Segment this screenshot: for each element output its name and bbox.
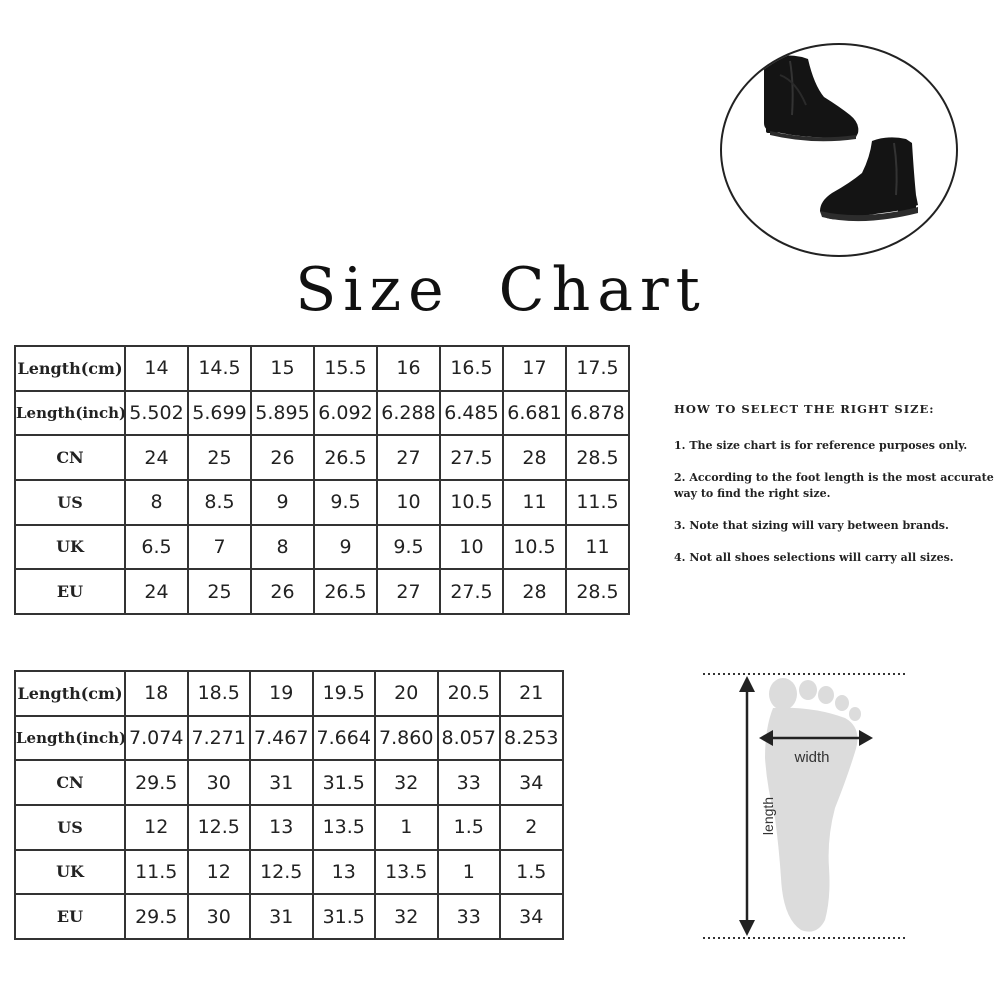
row-header: EU bbox=[15, 894, 125, 939]
table-cell: 10 bbox=[440, 525, 503, 570]
foot-diagram-svg bbox=[695, 668, 911, 944]
table-cell: 2 bbox=[500, 805, 563, 850]
size-guide-tip: 1. The size chart is for reference purposes only. bbox=[674, 439, 968, 452]
table-cell: 25 bbox=[188, 569, 251, 614]
table-cell: 10.5 bbox=[440, 480, 503, 525]
table-row bbox=[15, 760, 563, 805]
table-cell: 27.5 bbox=[440, 435, 503, 480]
table-cell: 6.681 bbox=[503, 391, 566, 436]
table-cell: 20 bbox=[375, 671, 438, 716]
table-row bbox=[15, 716, 563, 761]
length-arrow-icon bbox=[739, 676, 755, 936]
table-cell: 13 bbox=[250, 805, 313, 850]
table-cell: 20.5 bbox=[438, 671, 501, 716]
table-cell: 32 bbox=[375, 894, 438, 939]
table-row bbox=[15, 894, 563, 939]
table-cell: 10 bbox=[377, 480, 440, 525]
table-cell: 7.860 bbox=[375, 716, 438, 761]
table-cell: 9.5 bbox=[314, 480, 377, 525]
size-table-2 bbox=[14, 670, 564, 940]
table-cell: 18.5 bbox=[188, 671, 251, 716]
table-cell: 1 bbox=[375, 805, 438, 850]
table-cell: 28 bbox=[503, 435, 566, 480]
table-cell: 15 bbox=[251, 346, 314, 391]
table-cell: 1.5 bbox=[500, 850, 563, 895]
table-cell: 24 bbox=[125, 435, 188, 480]
table-cell: 31.5 bbox=[313, 894, 376, 939]
table-cell: 5.699 bbox=[188, 391, 251, 436]
table-row bbox=[15, 346, 629, 391]
table-cell: 30 bbox=[188, 760, 251, 805]
table-cell: 13.5 bbox=[313, 805, 376, 850]
row-header: US bbox=[15, 805, 125, 850]
table-cell: 28 bbox=[503, 569, 566, 614]
foot-measurement-diagram bbox=[695, 668, 911, 944]
table-cell: 26 bbox=[251, 435, 314, 480]
table-cell: 19 bbox=[250, 671, 313, 716]
size-guide-tip: 4. Not all shoes selections will carry all sizes. bbox=[674, 551, 954, 564]
table-cell: 17.5 bbox=[566, 346, 629, 391]
table-cell: 30 bbox=[188, 894, 251, 939]
table-cell: 7.074 bbox=[125, 716, 188, 761]
table-cell: 6.288 bbox=[377, 391, 440, 436]
table-cell: 12.5 bbox=[250, 850, 313, 895]
row-header: UK bbox=[15, 525, 125, 570]
size-guide-heading: HOW TO SELECT THE RIGHT SIZE: bbox=[674, 402, 935, 416]
table-cell: 6.485 bbox=[440, 391, 503, 436]
table-cell: 28.5 bbox=[566, 569, 629, 614]
table-cell: 26.5 bbox=[314, 569, 377, 614]
row-header: Length(cm) bbox=[15, 671, 125, 716]
table-cell: 9.5 bbox=[377, 525, 440, 570]
table-cell: 26.5 bbox=[314, 435, 377, 480]
table-cell: 29.5 bbox=[125, 760, 188, 805]
table-cell: 21 bbox=[500, 671, 563, 716]
table-cell: 5.502 bbox=[125, 391, 188, 436]
size-guide-tip: 3. Note that sizing will vary between brands. bbox=[674, 519, 949, 532]
row-header: Length(cm) bbox=[15, 346, 125, 391]
table-row bbox=[15, 805, 563, 850]
table-cell: 5.895 bbox=[251, 391, 314, 436]
table-cell: 7.467 bbox=[250, 716, 313, 761]
table-row bbox=[15, 671, 563, 716]
table-cell: 11.5 bbox=[125, 850, 188, 895]
table-cell: 8.5 bbox=[188, 480, 251, 525]
table-row bbox=[15, 850, 563, 895]
table-cell: 8 bbox=[125, 480, 188, 525]
table-cell: 24 bbox=[125, 569, 188, 614]
table-cell: 33 bbox=[438, 894, 501, 939]
row-header: US bbox=[15, 480, 125, 525]
table-cell: 6.5 bbox=[125, 525, 188, 570]
table-cell: 31 bbox=[250, 760, 313, 805]
black-ankle-boots-icon bbox=[722, 45, 956, 255]
table-cell: 14 bbox=[125, 346, 188, 391]
table-cell: 34 bbox=[500, 760, 563, 805]
row-header: CN bbox=[15, 760, 125, 805]
table-row bbox=[15, 391, 629, 436]
table-cell: 1.5 bbox=[438, 805, 501, 850]
table-cell: 25 bbox=[188, 435, 251, 480]
table-cell: 8.253 bbox=[500, 716, 563, 761]
table-cell: 12 bbox=[188, 850, 251, 895]
table-row bbox=[15, 480, 629, 525]
table-cell: 6.878 bbox=[566, 391, 629, 436]
row-header: CN bbox=[15, 435, 125, 480]
size-guide-tip: 2. According to the foot length is the most accurate way to find the right size. bbox=[674, 471, 994, 500]
table-cell: 9 bbox=[251, 480, 314, 525]
row-header: EU bbox=[15, 569, 125, 614]
table-cell: 6.092 bbox=[314, 391, 377, 436]
table-cell: 12 bbox=[125, 805, 188, 850]
table-cell: 16.5 bbox=[440, 346, 503, 391]
table-row bbox=[15, 569, 629, 614]
table-cell: 28.5 bbox=[566, 435, 629, 480]
boot-product-image bbox=[720, 43, 958, 257]
table-cell: 32 bbox=[375, 760, 438, 805]
table-cell: 13 bbox=[313, 850, 376, 895]
table-cell: 7 bbox=[188, 525, 251, 570]
table-cell: 31 bbox=[250, 894, 313, 939]
table-cell: 31.5 bbox=[313, 760, 376, 805]
table-cell: 14.5 bbox=[188, 346, 251, 391]
row-header: Length(inch) bbox=[15, 716, 125, 761]
row-header: Length(inch) bbox=[15, 391, 125, 436]
table-cell: 26 bbox=[251, 569, 314, 614]
table-cell: 7.271 bbox=[188, 716, 251, 761]
foot-silhouette-icon bbox=[765, 678, 861, 932]
table-cell: 16 bbox=[377, 346, 440, 391]
table-cell: 27.5 bbox=[440, 569, 503, 614]
table-cell: 11 bbox=[503, 480, 566, 525]
table-cell: 27 bbox=[377, 435, 440, 480]
table-row bbox=[15, 525, 629, 570]
table-cell: 17 bbox=[503, 346, 566, 391]
table-cell: 18 bbox=[125, 671, 188, 716]
table-cell: 13.5 bbox=[375, 850, 438, 895]
table-cell: 11 bbox=[566, 525, 629, 570]
table-cell: 15.5 bbox=[314, 346, 377, 391]
table-cell: 27 bbox=[377, 569, 440, 614]
table-cell: 7.664 bbox=[313, 716, 376, 761]
width-label: width bbox=[794, 749, 830, 766]
table-cell: 11.5 bbox=[566, 480, 629, 525]
table-row bbox=[15, 435, 629, 480]
table-cell: 8 bbox=[251, 525, 314, 570]
size-guide bbox=[674, 402, 994, 582]
table-cell: 10.5 bbox=[503, 525, 566, 570]
size-table-1 bbox=[14, 345, 630, 615]
table-cell: 33 bbox=[438, 760, 501, 805]
row-header: UK bbox=[15, 850, 125, 895]
table-cell: 29.5 bbox=[125, 894, 188, 939]
table-cell: 9 bbox=[314, 525, 377, 570]
table-cell: 12.5 bbox=[188, 805, 251, 850]
table-cell: 19.5 bbox=[313, 671, 376, 716]
table-cell: 34 bbox=[500, 894, 563, 939]
page-title: Size Chart bbox=[295, 255, 707, 325]
table-cell: 1 bbox=[438, 850, 501, 895]
length-label: length bbox=[760, 796, 776, 836]
table-cell: 8.057 bbox=[438, 716, 501, 761]
